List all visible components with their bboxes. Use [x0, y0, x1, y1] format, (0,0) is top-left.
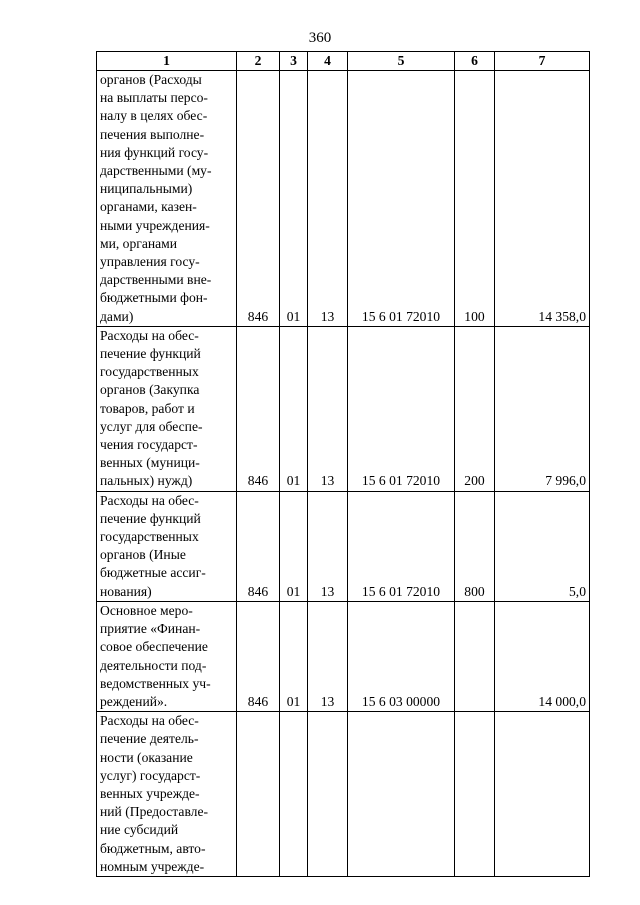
description-line: бюджетные ассиг-: [100, 565, 206, 581]
row-code-col-3: 01: [280, 71, 308, 327]
row-code-col-6: [455, 712, 495, 877]
description-line: государственных: [100, 529, 199, 545]
header-col-5: 5: [348, 52, 455, 71]
table-body: [97, 71, 590, 877]
description-line: бюджетным, авто-: [100, 840, 206, 856]
row-code-col-2: 846: [237, 71, 280, 327]
header-col-3: 3: [280, 52, 308, 71]
row-description: [97, 712, 237, 877]
row-code-col-4: 13: [308, 71, 348, 327]
description-line: органов (Расходы: [100, 72, 202, 87]
description-line: номным учрежде-: [100, 858, 205, 874]
description-line: дарственными вне-: [100, 272, 212, 288]
row-amount: 14 000,0: [495, 601, 590, 711]
row-amount: 7 996,0: [495, 326, 590, 491]
row-description: [97, 601, 237, 711]
description-line: приятие «Финан-: [100, 621, 201, 637]
header-row: [97, 52, 590, 71]
description-line: органов (Закупка: [100, 382, 200, 398]
row-code-col-2: [237, 712, 280, 877]
row-code-col-4: 13: [308, 601, 348, 711]
row-code-col-4: [308, 712, 348, 877]
table-row: [97, 71, 590, 327]
table-row: [97, 601, 590, 711]
description-line: печение деятель-: [100, 731, 199, 747]
row-code-col-6: 200: [455, 326, 495, 491]
row-code-col-4: 13: [308, 326, 348, 491]
description-line: венных учрежде-: [100, 785, 200, 801]
row-code-col-5: 15 6 01 72010: [348, 326, 455, 491]
row-code-col-5: 15 6 03 00000: [348, 601, 455, 711]
description-line: печения выполне-: [100, 126, 205, 142]
row-code-col-4: 13: [308, 491, 348, 601]
page-number: 360: [308, 30, 332, 46]
description-line: управления госу-: [100, 254, 200, 270]
description-line: Расходы на обес-: [100, 492, 199, 508]
description-line: ние субсидий: [100, 822, 179, 838]
description-line: ности (оказание: [100, 749, 193, 765]
description-line: ми, органами: [100, 235, 178, 251]
row-description: [97, 491, 237, 601]
description-line: чения государст-: [100, 437, 198, 453]
description-line: бюджетными фон-: [100, 290, 208, 306]
description-line: на выплаты персо-: [100, 90, 208, 106]
description-line: Расходы на обес-: [100, 713, 199, 729]
description-line: ния функций госу-: [100, 144, 209, 160]
description-line: совое обеспечение: [100, 639, 208, 655]
row-description: [97, 326, 237, 491]
description-line: Расходы на обес-: [100, 327, 199, 343]
row-code-col-6: 100: [455, 71, 495, 327]
description-line: ний (Предоставле-: [100, 804, 209, 820]
row-code-col-6: 800: [455, 491, 495, 601]
description-line: деятельности под-: [100, 657, 207, 673]
description-line: органами, казен-: [100, 199, 197, 215]
header-col-6: 6: [455, 52, 495, 71]
description-line: пальных) нужд): [100, 473, 193, 489]
description-line: ными учреждения-: [100, 217, 210, 233]
row-code-col-3: [280, 712, 308, 877]
budget-table: [96, 51, 590, 877]
row-code-col-3: 01: [280, 326, 308, 491]
description-line: услуг) государст-: [100, 767, 201, 783]
description-line: органов (Иные: [100, 547, 186, 563]
table-row: [97, 712, 590, 877]
description-line: государственных: [100, 364, 199, 380]
description-line: венных (муници-: [100, 455, 200, 471]
row-description: [97, 71, 237, 327]
row-code-col-5: 15 6 01 72010: [348, 491, 455, 601]
header-col-2: 2: [237, 52, 280, 71]
table-row: [97, 491, 590, 601]
description-line: дарственными (му-: [100, 163, 212, 179]
row-amount: 14 358,0: [495, 71, 590, 327]
description-line: Основное меро-: [100, 602, 193, 618]
description-line: ведомственных уч-: [100, 675, 211, 691]
row-code-col-2: 846: [237, 601, 280, 711]
header-col-7: 7: [495, 52, 590, 71]
row-code-col-2: 846: [237, 326, 280, 491]
table-row: [97, 326, 590, 491]
description-line: печение функций: [100, 510, 201, 526]
description-line: дами): [100, 308, 134, 324]
row-code-col-6: [455, 601, 495, 711]
row-amount: [495, 712, 590, 877]
description-line: ниципальными): [100, 181, 193, 197]
row-code-col-5: 15 6 01 72010: [348, 71, 455, 327]
description-line: нования): [100, 583, 152, 599]
row-code-col-5: [348, 712, 455, 877]
description-line: товаров, работ и: [100, 400, 195, 416]
row-code-col-3: 01: [280, 601, 308, 711]
description-line: реждений».: [100, 693, 168, 709]
description-line: налу в целях обес-: [100, 108, 208, 124]
description-line: услуг для обеспе-: [100, 418, 203, 434]
header-col-4: 4: [308, 52, 348, 71]
row-code-col-3: 01: [280, 491, 308, 601]
row-amount: 5,0: [495, 491, 590, 601]
description-line: печение функций: [100, 346, 201, 362]
header-col-1: 1: [97, 52, 237, 71]
row-code-col-2: 846: [237, 491, 280, 601]
